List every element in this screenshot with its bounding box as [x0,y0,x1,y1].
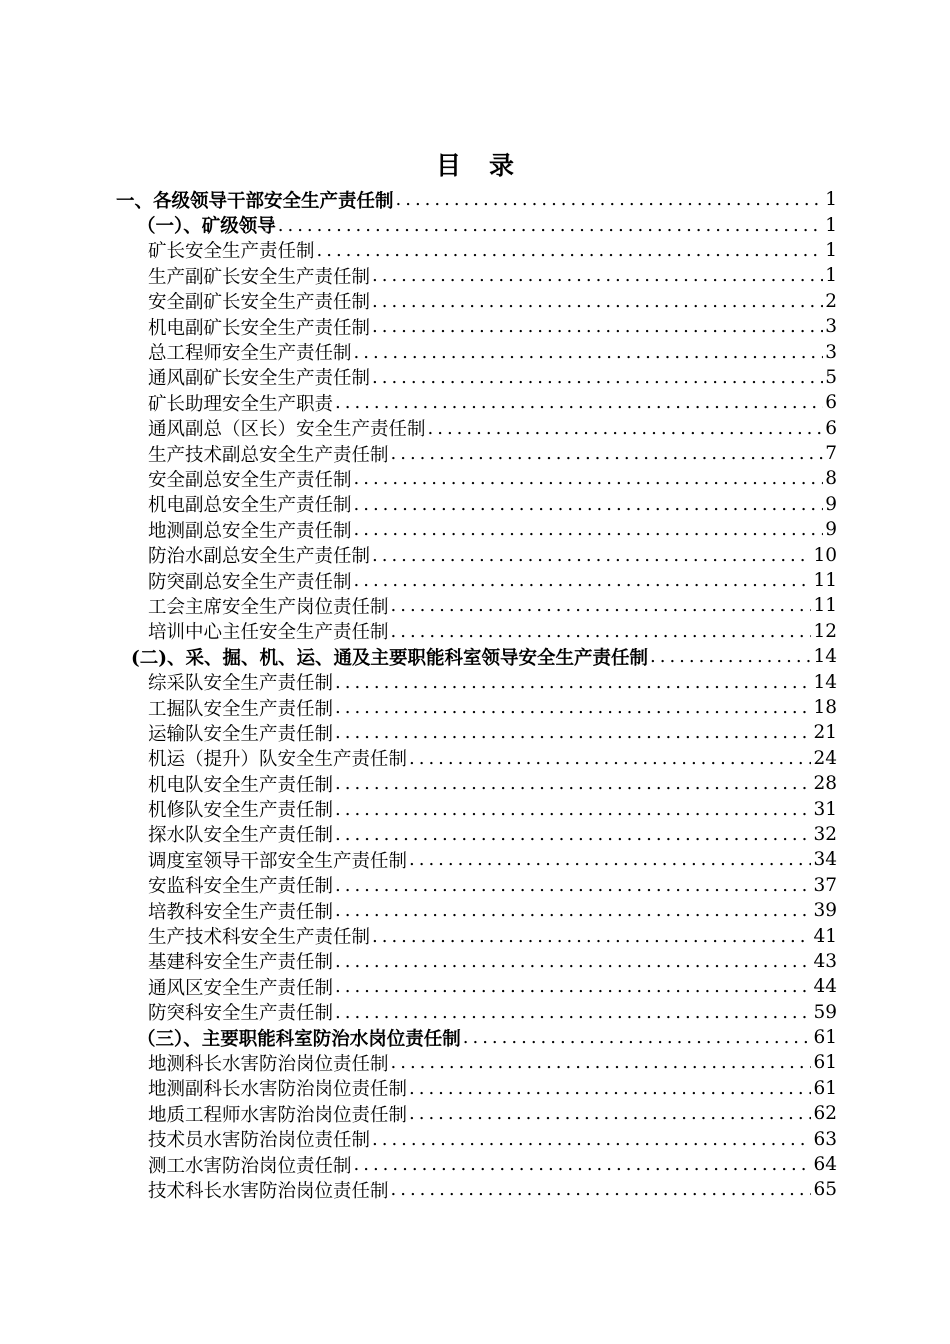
dot-leader [335,672,811,693]
toc-entry-label: 综采队安全生产责任制 [148,673,334,695]
toc-entry[interactable] [0,1101,837,1126]
toc-page-number: 41 [813,925,837,947]
toc-entry[interactable] [0,466,837,491]
toc-entry[interactable] [0,822,837,847]
dot-leader [391,443,824,464]
toc-entry-label: （一）、矿级领导 [137,216,276,238]
toc-entry[interactable] [0,847,837,872]
toc-page-number: 6 [825,417,837,439]
toc-entry[interactable] [0,1050,837,1075]
toc-page-number: 12 [813,620,837,642]
toc-entry[interactable] [0,339,837,364]
dot-leader [335,773,811,794]
toc-entry-label: 通风副总（区长）安全生产责任制 [148,419,426,441]
toc-entry[interactable] [0,644,837,669]
dot-leader [335,900,811,921]
toc-page-number: 8 [825,468,837,490]
dot-leader [278,215,823,236]
toc-entry-label: 通风区安全生产责任制 [148,977,334,999]
dot-leader [391,1052,812,1073]
toc-page-number: 39 [813,900,837,922]
dot-leader [335,976,811,997]
toc-entry[interactable] [0,1126,837,1151]
dot-leader [372,367,823,388]
toc-page-number: 1 [825,265,837,287]
toc-entry-label: 矿长助理安全生产职责 [148,393,334,415]
dot-leader [354,1154,812,1175]
dot-leader [354,468,824,489]
dot-leader [372,545,811,566]
toc-entry[interactable] [0,796,837,821]
toc-entry-label: 安监科安全生产责任制 [148,876,334,898]
toc-page-number: 1 [825,189,837,211]
page-title [0,146,950,182]
toc-entry-label: 机电副矿长安全生产责任制 [148,317,371,339]
dot-leader [372,926,811,947]
dot-leader [335,824,811,845]
toc-page-number: 7 [825,443,837,465]
toc-page-number: 9 [825,519,837,541]
toc-entry-label: 地质工程师水害防治岗位责任制 [148,1104,408,1126]
toc-entry-label: 防突科安全生产责任制 [148,1003,334,1025]
toc-entry[interactable] [0,238,837,263]
toc-page-number: 34 [813,849,837,871]
dot-leader [335,951,811,972]
toc-entry[interactable] [0,898,837,923]
toc-entry-label: 培训中心主任安全生产责任制 [148,622,389,644]
toc-entry[interactable] [0,923,837,948]
dot-leader [409,849,811,870]
toc-entry-label: 工会主席安全生产岗位责任制 [148,596,389,618]
dot-leader [354,342,824,363]
toc-entry-label: 一、各级领导干部安全生产责任制 [116,190,394,212]
toc-page-number: 65 [813,1179,837,1201]
dot-leader [372,316,823,337]
toc-entry[interactable] [0,1025,837,1050]
toc-entry-label: （三）、主要职能科室防治水岗位责任制 [137,1028,461,1050]
dot-leader [317,240,824,261]
toc-entry[interactable] [0,1076,837,1101]
toc-page-number: 14 [813,671,837,693]
toc-entry[interactable] [0,568,837,593]
toc-page-number: 61 [813,1077,837,1099]
toc-page-number: 31 [813,798,837,820]
dot-leader [391,621,812,642]
toc-entry[interactable] [0,212,837,237]
toc-entry[interactable] [0,873,837,898]
toc-entry[interactable] [0,771,837,796]
toc-entry-label: 工掘队安全生产责任制 [148,698,334,720]
dot-leader [354,570,812,591]
toc-entry[interactable] [0,390,837,415]
dot-leader [372,1129,811,1150]
toc-entry-label: 测工水害防治岗位责任制 [148,1155,352,1177]
title-char-2: 录 [489,151,515,180]
toc-page-number: 43 [813,950,837,972]
toc-entry-label: 生产技术副总安全生产责任制 [148,444,389,466]
toc-entry[interactable] [0,1177,837,1202]
dot-leader [335,799,811,820]
dot-leader [409,1078,811,1099]
toc-entry[interactable] [0,314,837,339]
toc-entry[interactable] [0,746,837,771]
dot-leader [396,189,824,210]
toc-entry-label: 安全副矿长安全生产责任制 [148,292,371,314]
toc-page-number: 61 [813,1027,837,1049]
toc-entry[interactable] [0,669,837,694]
toc-page-number: 9 [825,493,837,515]
dot-leader [409,748,811,769]
toc-page-number: 11 [813,570,837,592]
toc-entry[interactable] [0,1152,837,1177]
toc-entry[interactable] [0,441,837,466]
toc-entry-label: 总工程师安全生产责任制 [148,343,352,365]
toc-entry-label: 机修队安全生产责任制 [148,800,334,822]
toc-entry-label: 技术科长水害防治岗位责任制 [148,1180,389,1202]
toc-page-number: 61 [813,1052,837,1074]
toc-entry[interactable] [0,289,837,314]
dot-leader [372,291,823,312]
toc-page-number: 62 [813,1103,837,1125]
toc-entry-label: 培教科安全生产责任制 [148,901,334,923]
toc-entry-label: 地测副总安全生产责任制 [148,520,352,542]
toc-entry-label: 机运（提升）队安全生产责任制 [148,749,408,771]
dot-leader [372,265,823,286]
toc-entry-label: 地测副科长水害防治岗位责任制 [148,1079,408,1101]
table-of-contents [0,187,950,1203]
dot-leader [354,494,824,515]
toc-page-number: 3 [825,341,837,363]
toc-entry[interactable] [0,492,837,517]
toc-entry-label: 生产副矿长安全生产责任制 [148,266,371,288]
title-char-1: 目 [435,151,461,180]
toc-page-number: 64 [813,1154,837,1176]
toc-entry-label: 运输队安全生产责任制 [148,723,334,745]
toc-page-number: 24 [813,747,837,769]
toc-entry-label: 矿长安全生产责任制 [148,241,315,263]
toc-entry-label: 探水队安全生产责任制 [148,825,334,847]
dot-leader [335,392,823,413]
toc-entry[interactable] [0,619,837,644]
toc-entry-label: 技术员水害防治岗位责任制 [148,1130,371,1152]
toc-page-number: 11 [813,595,837,617]
dot-leader [335,697,811,718]
dot-leader [463,1027,812,1048]
toc-entry[interactable] [0,974,837,999]
toc-entry[interactable] [0,263,837,288]
toc-page-number: 1 [825,214,837,236]
toc-entry[interactable] [0,187,837,212]
dot-leader [391,595,812,616]
toc-page-number: 59 [813,1001,837,1023]
toc-page-number: 21 [813,722,837,744]
toc-entry-label: 通风副矿长安全生产责任制 [148,368,371,390]
toc-entry-label: (二)、采、掘、机、运、通及主要职能科室领导安全生产责任制 [131,647,649,669]
toc-entry[interactable] [0,1000,837,1025]
toc-entry-label: 安全副总安全生产责任制 [148,470,352,491]
toc-entry[interactable] [0,593,837,618]
dot-leader [428,418,824,439]
toc-page-number: 44 [813,976,837,998]
toc-entry-label: 机电队安全生产责任制 [148,774,334,796]
toc-entry[interactable] [0,365,837,390]
dot-leader [335,1002,811,1023]
toc-entry-label: 机电副总安全生产责任制 [148,495,352,517]
toc-entry-label: 生产技术科安全生产责任制 [148,927,371,949]
toc-entry[interactable] [0,695,837,720]
dot-leader [650,646,811,667]
toc-entry-label: 防突副总安全生产责任制 [148,571,352,593]
toc-page-number: 14 [813,646,837,668]
toc-page-number: 32 [813,823,837,845]
toc-entry-label: 防治水副总安全生产责任制 [148,546,371,568]
toc-entry[interactable] [0,517,837,542]
toc-entry-label: 调度室领导干部安全生产责任制 [148,850,408,872]
toc-page-number: 37 [813,874,837,896]
toc-page-number: 10 [813,544,837,566]
toc-page-number: 18 [813,697,837,718]
dot-leader [354,519,824,540]
toc-entry[interactable] [0,416,837,441]
toc-page-number: 6 [825,392,837,414]
toc-page-number: 2 [825,290,837,312]
toc-page-number: 1 [825,239,837,261]
dot-leader [391,1179,812,1200]
toc-page-number: 28 [813,773,837,795]
toc-entry[interactable] [0,949,837,974]
dot-leader [335,875,811,896]
toc-page-number: 3 [825,316,837,338]
dot-leader [409,1103,811,1124]
dot-leader [335,722,811,743]
toc-entry-label: 基建科安全生产责任制 [148,952,334,974]
toc-page-number: 5 [825,366,837,388]
toc-entry-label: 地测科长水害防治岗位责任制 [148,1053,389,1075]
toc-entry[interactable] [0,720,837,745]
toc-page-number: 63 [813,1128,837,1150]
toc-entry[interactable] [0,542,837,567]
